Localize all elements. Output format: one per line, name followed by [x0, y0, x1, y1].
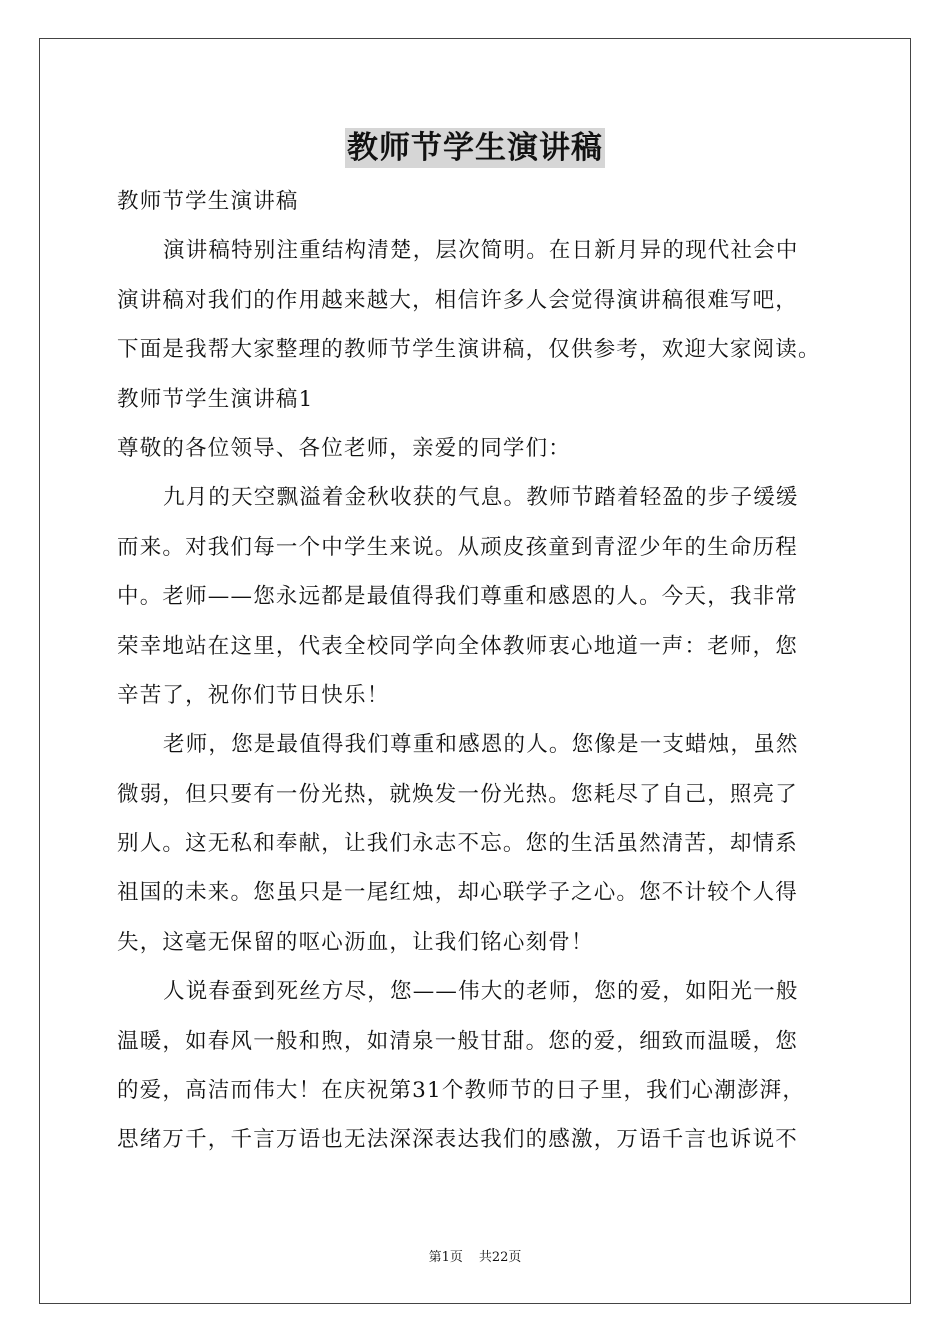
section-heading: 教师节学生演讲稿1 [117, 386, 314, 412]
paragraph-line: 失，这毫无保留的呕心沥血，让我们铭心刻骨！ [117, 929, 594, 955]
paragraph-line: 演讲稿特别注重结构清楚，层次简明。在日新月异的现代社会中 [163, 238, 799, 264]
title-container [0, 128, 950, 168]
document-body [117, 177, 853, 1165]
paragraph-line: 而来。对我们每一个中学生来说。从顽皮孩童到青涩少年的生命历程 [117, 534, 799, 560]
paragraph-line: 演讲稿对我们的作用越来越大，相信许多人会觉得演讲稿很难写吧， [117, 287, 799, 313]
salutation-line: 尊敬的各位领导、各位老师，亲爱的同学们： [117, 435, 572, 461]
paragraph-line: 荣幸地站在这里，代表全校同学向全体教师衷心地道一声：老师，您 [117, 633, 799, 659]
paragraph-line: 中。老师——您永远都是最值得我们尊重和感恩的人。今天，我非常 [117, 584, 799, 610]
paragraph-line: 思绪万千，千言万语也无法深深表达我们的感激，万语千言也诉说不 [117, 1127, 799, 1153]
paragraph-line: 微弱，但只要有一份光热，就焕发一份光热。您耗尽了自己，照亮了 [117, 781, 799, 807]
paragraph-line: 别人。这无私和奉献，让我们永志不忘。您的生活虽然清苦，却情系 [117, 831, 799, 857]
paragraph-line: 人说春蚕到死丝方尽，您——伟大的老师，您的爱，如阳光一般 [163, 979, 799, 1005]
subtitle-line: 教师节学生演讲稿 [117, 189, 299, 214]
paragraph-line: 祖国的未来。您虽只是一尾红烛，却心联学子之心。您不计较个人得 [117, 880, 799, 906]
paragraph-line: 的爱，高洁而伟大！在庆祝第31个教师节的日子里，我们心潮澎湃， [117, 1078, 806, 1104]
paragraph-line: 下面是我帮大家整理的教师节学生演讲稿，仅供参考，欢迎大家阅读。 [117, 337, 821, 363]
paragraph-line: 老师，您是最值得我们尊重和感恩的人。您像是一支蜡烛，虽然 [163, 732, 799, 758]
paragraph-line: 温暖，如春风一般和煦，如清泉一般甘甜。您的爱，细致而温暖，您 [117, 1028, 799, 1054]
paragraph-line: 九月的天空飘溢着金秋收获的气息。教师节踏着轻盈的步子缓缓 [163, 485, 799, 511]
document-title: 教师节学生演讲稿 [347, 130, 603, 166]
page-total: 共22页 [478, 1250, 522, 1265]
paragraph-line: 辛苦了，祝你们节日快乐！ [117, 682, 390, 708]
page-number: 第1页 [428, 1250, 463, 1265]
page-footer [0, 1246, 950, 1265]
